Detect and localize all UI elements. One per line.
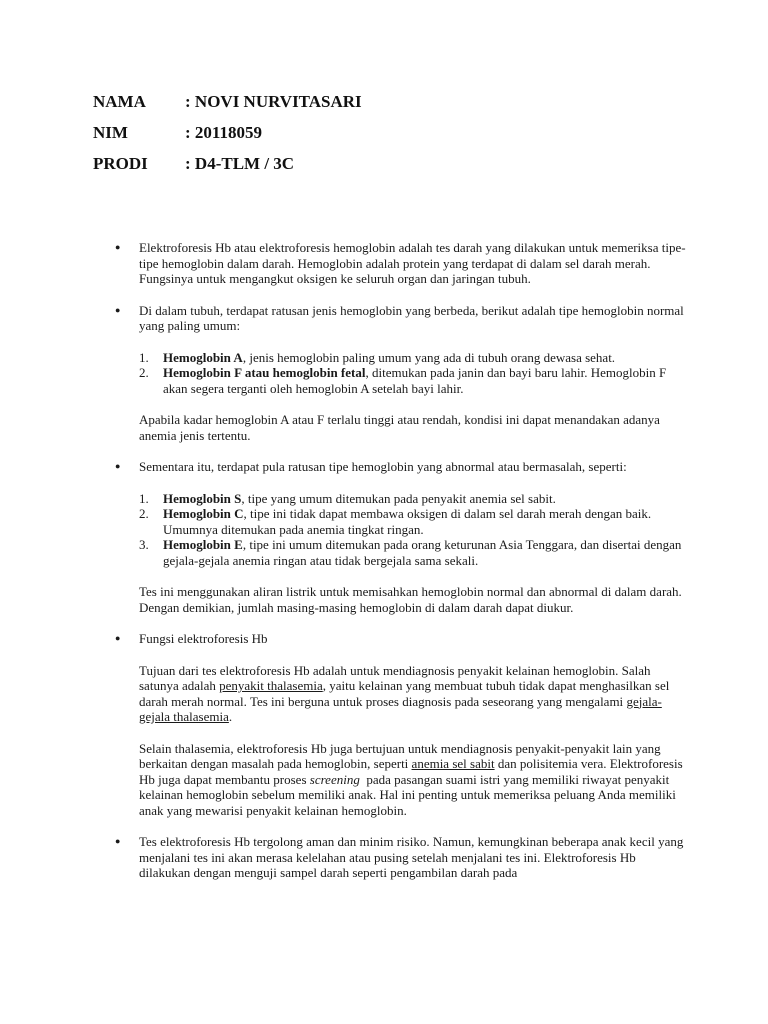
header-label: NAMA — [93, 91, 146, 111]
paragraph: Elektroforesis Hb atau elektroforesis hemoglobin adalah tes darah yang dilakukan untuk memeriksa tipe-tipe hemoglobin dalam darah. Hemoglobin adalah protein yang terdapat di dalam sel darah merah. Fungsinya untuk mengangkut oksigen ke seluruh organ dan jaringan tubuh. — [139, 240, 686, 286]
bullet-icon: ● — [115, 461, 121, 471]
numbered-list — [139, 491, 687, 569]
paragraph: Selain thalasemia, elektroforesis Hb juga bertujuan untuk mendiagnosis penyakit-penyakit lain yang berkaitan dengan masalah pada hemoglobin, seperti anemia sel sabit dan polisitemia vera. Elektroforesis Hb juga dapat membantu proses screening pada pasangan suami istri yang memiliki riwayat penyakit kelainan hemoglobin sebelum memiliki anak. Hal ini penting untuk memeriksa peluang Anda memiliki anak yang mewarisi penyakit kelainan hemoglobin. — [139, 740, 683, 818]
paragraph: Tes elektroforesis Hb tergolong aman dan minim risiko. Namun, kemungkinan beberapa anak kecil yang menjalani tes ini akan merasa kelelahan atau pusing setelah menjalani tes ini. Elektroforesis Hb dilakukan dengan menguji sampel darah seperti pengambilan darah pada — [139, 834, 684, 880]
term: Hemoglobin A — [163, 349, 243, 365]
bullet-item — [112, 834, 687, 881]
bullet-icon: ● — [115, 836, 121, 846]
header-label: NIM — [93, 122, 128, 142]
term: Hemoglobin C — [163, 506, 244, 521]
bullet-icon: ● — [115, 633, 121, 643]
list-item: 1. Hemoglobin S, tipe yang umum ditemukan pada penyakit anemia sel sabit. — [139, 490, 556, 506]
header-value: : D4-TLM / 3C — [185, 153, 295, 173]
document-body — [112, 240, 687, 881]
bullet-item — [112, 631, 687, 818]
term: Hemoglobin E — [163, 537, 243, 552]
numbered-list — [139, 350, 687, 397]
paragraph: Tujuan dari tes elektroforesis Hb adalah untuk mendiagnosis penyakit kelainan hemoglobin. Salah satunya adalah penyakit thalasemia, yaitu kelainan yang membuat tubuh tidak dapat menghasilkan sel darah merah normal. Tes ini berguna untuk proses diagnosis pada seseorang yang mengalami gejala-gejala thalasemia. — [139, 662, 670, 724]
header-value: : 20118059 — [185, 122, 262, 142]
bullet-icon: ● — [115, 242, 121, 252]
header-value: : NOVI NURVITASARI — [185, 91, 362, 111]
link-penyakit-thalasemia[interactable]: penyakit thalasemia — [219, 678, 323, 693]
paragraph: Tes ini menggunakan aliran listrik untuk memisahkan hemoglobin normal dan abnormal di dalam darah. Dengan demikian, jumlah masing-masing hemoglobin di dalam darah dapat diukur. — [139, 584, 682, 615]
header-row-nama — [93, 86, 362, 117]
list-item: 3. Hemoglobin E, tipe ini umum ditemukan pada orang keturunan Asia Tenggara, dan disertai dengan gejala-gejala anemia ringan atau tidak bergejala sama sekali. — [139, 537, 682, 568]
italic-term: screening — [309, 771, 360, 787]
bullet-item — [112, 459, 687, 615]
list-item: 1. Hemoglobin A, jenis hemoglobin paling umum yang ada di tubuh orang dewasa sehat. — [139, 349, 616, 365]
header-row-nim — [93, 117, 362, 148]
paragraph: Apabila kadar hemoglobin A atau F terlalu tinggi atau rendah, kondisi ini dapat menandakan adanya anemia jenis tertentu. — [139, 412, 660, 443]
header-row-prodi — [93, 148, 362, 179]
list-item: 2. Hemoglobin F atau hemoglobin fetal, ditemukan pada janin dan bayi baru lahir. Hemoglobin F akan segera terganti oleh hemoglobin A setelah bayi lahir. — [139, 365, 667, 396]
term: Hemoglobin S — [163, 490, 242, 506]
header-label: PRODI — [93, 153, 148, 173]
term: Hemoglobin F atau hemoglobin fetal — [163, 365, 366, 380]
section-title: Fungsi elektroforesis Hb — [139, 631, 268, 646]
bullet-icon: ● — [115, 304, 121, 315]
bullet-item — [112, 303, 687, 444]
link-gejala-thalasemia[interactable]: gejala-gejala thalasemia — [139, 693, 662, 724]
student-header — [93, 86, 362, 179]
paragraph: Sementara itu, terdapat pula ratusan tipe hemoglobin yang abnormal atau bermasalah, seperti: — [139, 459, 627, 474]
bullet-item — [112, 240, 687, 287]
list-item: 2. Hemoglobin C, tipe ini tidak dapat membawa oksigen di dalam sel darah merah dengan baik. Umumnya ditemukan pada anemia tingkat ringan. — [139, 506, 652, 537]
link-anemia-sel-sabit[interactable]: anemia sel sabit — [411, 756, 495, 771]
paragraph: Di dalam tubuh, terdapat ratusan jenis hemoglobin yang berbeda, berikut adalah tipe hemoglobin normal yang paling umum: — [139, 302, 684, 333]
